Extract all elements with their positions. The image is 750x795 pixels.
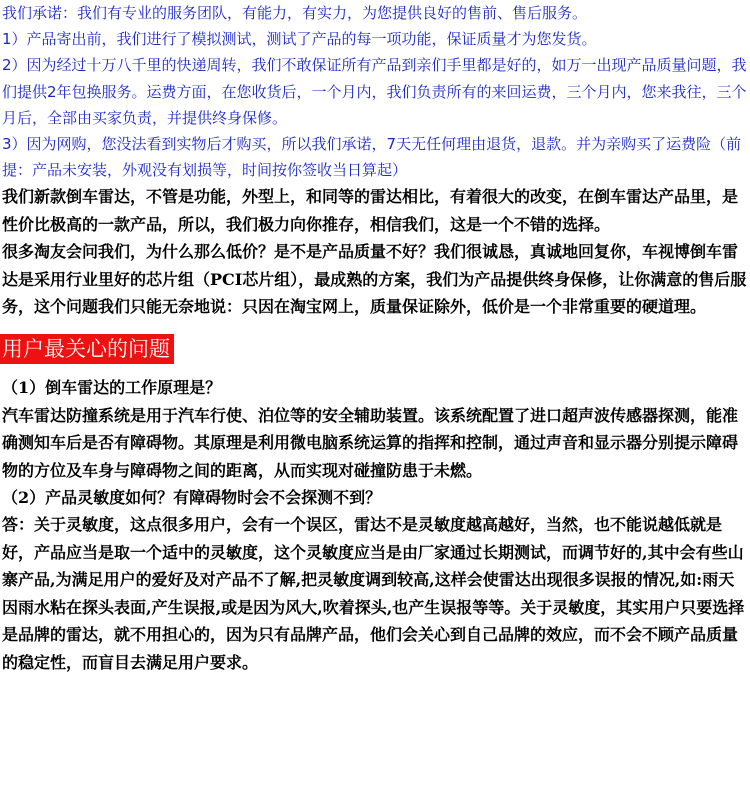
faq-answer-1: 汽车雷达防撞系统是用于汽车行使、泊位等的安全辅助装置。该系统配置了进口超声波传感器探测，能准确测知车后是否有障碍物。其原理是利用微电脑系统运算的指挥和控制，通过声音和显示器分别提示障碍物的方位及车身与障碍物之间的距离，从而实现对碰撞防患于未燃。 <box>2 405 739 480</box>
commitment-item-2: 2）因为经过十万八千里的快递周转，我们不敢保证所有产品到亲们手里都是好的，如万一出现产品质量问题，我们提供2年包换服务。运费方面，在您收货后，一个月内，我们负责所有的来回运费，三个月内，您来我往，三个月后，全部由买家负责，并提供终身保修。 <box>2 56 747 127</box>
faq-banner: 用户最关心的问题 <box>0 334 174 364</box>
faq-banner-row <box>0 320 750 374</box>
faq-answer-2: 答：关于灵敏度，这点很多用户，会有一个误区，雷达不是灵敏度越高越好，当然，也不能说越低就是好，产品应当是取一个适中的灵敏度，这个灵敏度应当是由厂家通过长期测试，而调节好的,其中会有些山寨产品,为满足用户的爱好及对产品不了解,把灵敏度调到较高,这样会使雷达出现很多误报的情况,如:雨天因雨水粘在探头表面,产生误报,或是因为风大,吹着探头,也产生误报等等。关于灵敏度，其实用户只要选择是品牌的雷达，就不用担心的，因为只有品牌产品，他们会关心到自己品牌的效应，而不会不顾产品质量的稳定性，而盲目去满足用户要求。 <box>2 515 745 672</box>
commitment-item-3: 3）因为网购，您没法看到实物后才购买，所以我们承诺，7天无任何理由退货，退款。并为亲购买了运费险（前提：产品未安装，外观没有划损等，时间按你签收当日算起） <box>2 135 742 180</box>
description-paragraph-1: 我们新款倒车雷达，不管是功能，外型上，和同等的雷达相比，有着很大的改变，在倒车雷达产品里，是性价比极高的一款产品，所以，我们极力向你推存，相信我们，这是一个不错的选择。 <box>2 187 739 234</box>
commitment-intro: 我们承诺：我们有专业的服务团队，有能力，有实力，为您提供良好的售前、售后服务。 <box>2 4 588 22</box>
faq-question-2: （2）产品灵敏度如何？有障碍物时会不会探测不到？ <box>2 488 382 508</box>
faq-question-1: （1）倒车雷达的工作原理是？ <box>2 378 222 398</box>
commitment-item-1: 1）产品寄出前，我们进行了模拟测试，测试了产品的每一项功能，保证质量才为您发货。 <box>2 30 597 49</box>
description-paragraph-2: 很多淘友会问我们，为什么那么低价？是不是产品质量不好？我们很诚恳，真诚地回复你，车视博倒车雷达是采用行业里好的芯片组（PCI芯片组），最成熟的方案，我们为产品提供终身保修，让你满意的售后服务，这个问题我们只能无奈地说：只因在淘宝网上，质量保证除外，低价是一个非常重要的硬道理。 <box>2 242 747 317</box>
